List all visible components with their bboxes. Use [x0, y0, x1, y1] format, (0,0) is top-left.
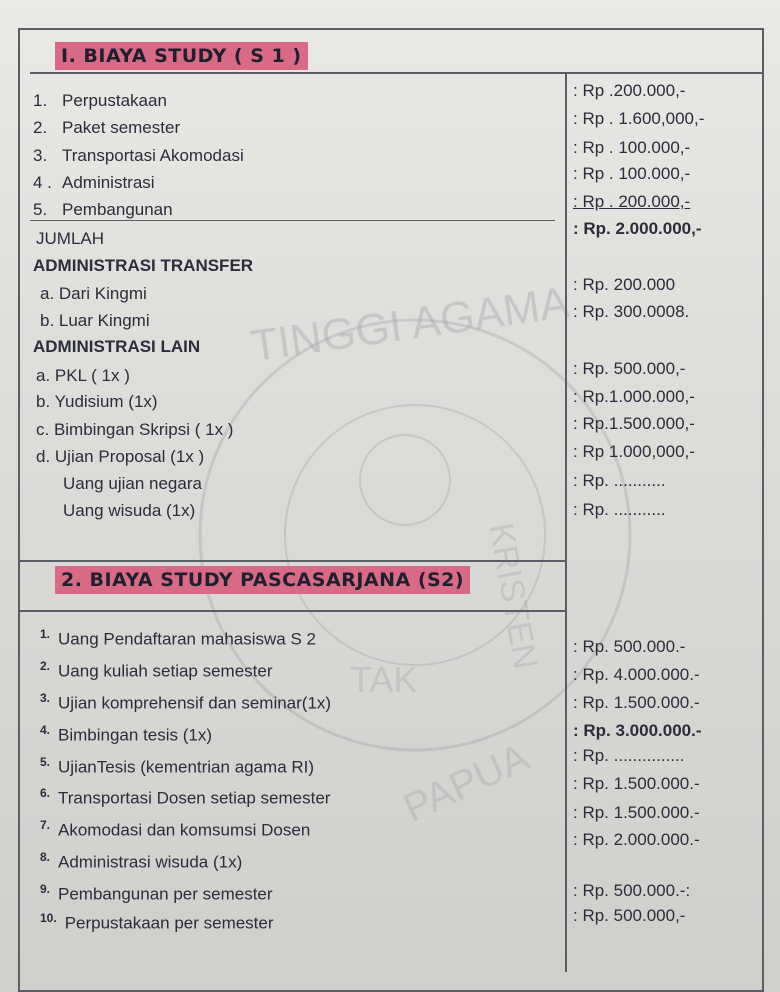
lain-item-1-label: a. PKL ( 1x ): [36, 366, 130, 385]
transfer-item-2-label: b. Luar Kingmi: [40, 311, 150, 330]
s2-item-10-value: : Rp. 500.000,-: [573, 906, 686, 925]
lain-item-5-value: : Rp. ...........: [573, 471, 666, 490]
transfer-item-1-label: a. Dari Kingmi: [40, 284, 147, 303]
s2-item-6-value: : Rp. 1.500.000.-: [573, 774, 700, 793]
s1-total-label: JUMLAH: [36, 229, 105, 248]
s2-item-4: [40, 719, 212, 747]
s2-item-8-no: 8.: [40, 850, 51, 864]
s2-item-7-value: : Rp. 1.500.000.-: [573, 803, 700, 822]
s2-item-3-label: Ujian komprehensif dan seminar(1x): [58, 693, 332, 713]
s2-item-2: [40, 655, 273, 683]
lain-item-4-value: : Rp 1.000,000,-: [573, 442, 695, 461]
s2-item-7-no: 7.: [40, 818, 51, 832]
stamp-text-mid: TAK: [350, 659, 418, 700]
s1-item-1-label: Perpustakaan: [62, 91, 167, 110]
s2-item-7-label: Akomodasi dan komsumsi Dosen: [58, 820, 311, 840]
s2-item-5-label: UjianTesis (kementrian agama RI): [58, 757, 315, 777]
s2-item-3-no: 3.: [40, 691, 51, 705]
s2-item-2-no: 2.: [40, 659, 51, 673]
lain-item-1-value: : Rp. 500.000,-: [573, 359, 686, 378]
s2-item-6-no: 6.: [40, 786, 51, 800]
s2-item-9: [40, 878, 273, 906]
s2-item-4-label: Bimbingan tesis (1x): [58, 725, 213, 745]
s2-item-9-value: : Rp. 500.000.-:: [573, 881, 691, 900]
transfer-heading: ADMINISTRASI TRANSFER: [33, 256, 254, 275]
lain-heading: ADMINISTRASI LAIN: [33, 337, 201, 356]
stamp-text-right: KRISTEN: [481, 520, 545, 672]
s2-item-1-value: : Rp. 500.000.-: [573, 637, 686, 656]
s1-item-5-no: 5.: [33, 200, 48, 219]
stamp-text-top: TINGGI AGAMA: [248, 277, 573, 372]
s2-item-3-value: : Rp. 1.500.000.-: [573, 693, 700, 712]
transfer-item-1-value: : Rp. 200.000: [573, 275, 676, 294]
stamp-text-bottom: PAPUA: [396, 735, 536, 831]
s2-item-8: [40, 846, 242, 874]
s1-title: I. BIAYA STUDY ( S 1 ): [55, 42, 308, 70]
s2-item-1-no: 1.: [40, 627, 51, 641]
lain-item-4-label: d. Ujian Proposal (1x ): [36, 447, 205, 466]
s1-item-4-no: 4 .: [33, 173, 52, 192]
s2-item-1: [40, 623, 316, 651]
lain-item-2-label: b. Yudisium (1x): [36, 392, 158, 411]
lain-item-6-value: : Rp. ...........: [573, 500, 666, 519]
s2-item-9-label: Pembangunan per semester: [58, 884, 273, 904]
s1-bottom-divider: [18, 560, 566, 562]
s2-item-5-no: 5.: [40, 755, 51, 769]
column-divider: [565, 72, 567, 972]
s1-item-5-label: Pembangunan: [62, 200, 173, 219]
s1-item-3-value: : Rp . 100.000,-: [573, 138, 691, 157]
s2-item-5: [40, 751, 314, 779]
s1-item-2-value: : Rp . 1.600,000,-: [573, 109, 705, 128]
s1-header-divider: [30, 72, 762, 74]
s1-item-1-no: 1.: [33, 91, 48, 110]
s1-item-4-value: : Rp . 100.000,-: [573, 164, 691, 183]
s1-item-2-label: Paket semester: [62, 118, 181, 137]
lain-item-5-label: Uang ujian negara: [63, 474, 202, 493]
s1-item-3-label: Transportasi Akomodasi: [62, 146, 244, 165]
s2-item-2-value: : Rp. 4.000.000.-: [573, 665, 700, 684]
s2-item-10: [40, 907, 274, 935]
s1-total-value: : Rp. 2.000.000,-: [573, 219, 702, 238]
s2-item-4-no: 4.: [40, 723, 51, 737]
s2-item-5-value: : Rp. ...............: [573, 746, 685, 765]
s2-item-6: [40, 782, 330, 810]
transfer-item-2-value: : Rp. 300.0008.: [573, 302, 690, 321]
s2-item-1-label: Uang Pendaftaran mahasiswa S 2: [58, 629, 317, 649]
lain-item-3-value: : Rp.1.500.000,-: [573, 414, 695, 433]
s1-item-3-no: 3.: [33, 146, 48, 165]
s2-item-10-no: 10.: [40, 911, 57, 925]
s2-item-4-value: : Rp. 3.000.000.-: [573, 721, 702, 740]
s2-item-7: [40, 814, 310, 842]
s2-title: 2. BIAYA STUDY PASCASARJANA (S2): [55, 566, 470, 594]
s2-item-10-label: Perpustakaan per semester: [64, 913, 274, 933]
s2-header-divider: [18, 610, 566, 612]
lain-item-6-label: Uang wisuda (1x): [63, 501, 196, 520]
s1-item-5-value: : Rp . 200.000,-: [573, 192, 691, 211]
s1-item-2-no: 2.: [33, 118, 48, 137]
lain-item-2-value: : Rp.1.000.000,-: [573, 387, 695, 406]
s2-item-8-value: : Rp. 2.000.000.-: [573, 830, 700, 849]
lain-item-3-label: c. Bimbingan Skripsi ( 1x ): [36, 420, 234, 439]
s1-item-1-value: : Rp .200.000,-: [573, 81, 686, 100]
s2-item-6-label: Transportasi Dosen setiap semester: [58, 788, 331, 808]
s2-item-3: [40, 687, 331, 715]
s2-item-8-label: Administrasi wisuda (1x): [58, 852, 243, 872]
s2-item-9-no: 9.: [40, 882, 51, 896]
s2-item-2-label: Uang kuliah setiap semester: [58, 661, 273, 681]
s1-item-4-label: Administrasi: [62, 173, 155, 192]
